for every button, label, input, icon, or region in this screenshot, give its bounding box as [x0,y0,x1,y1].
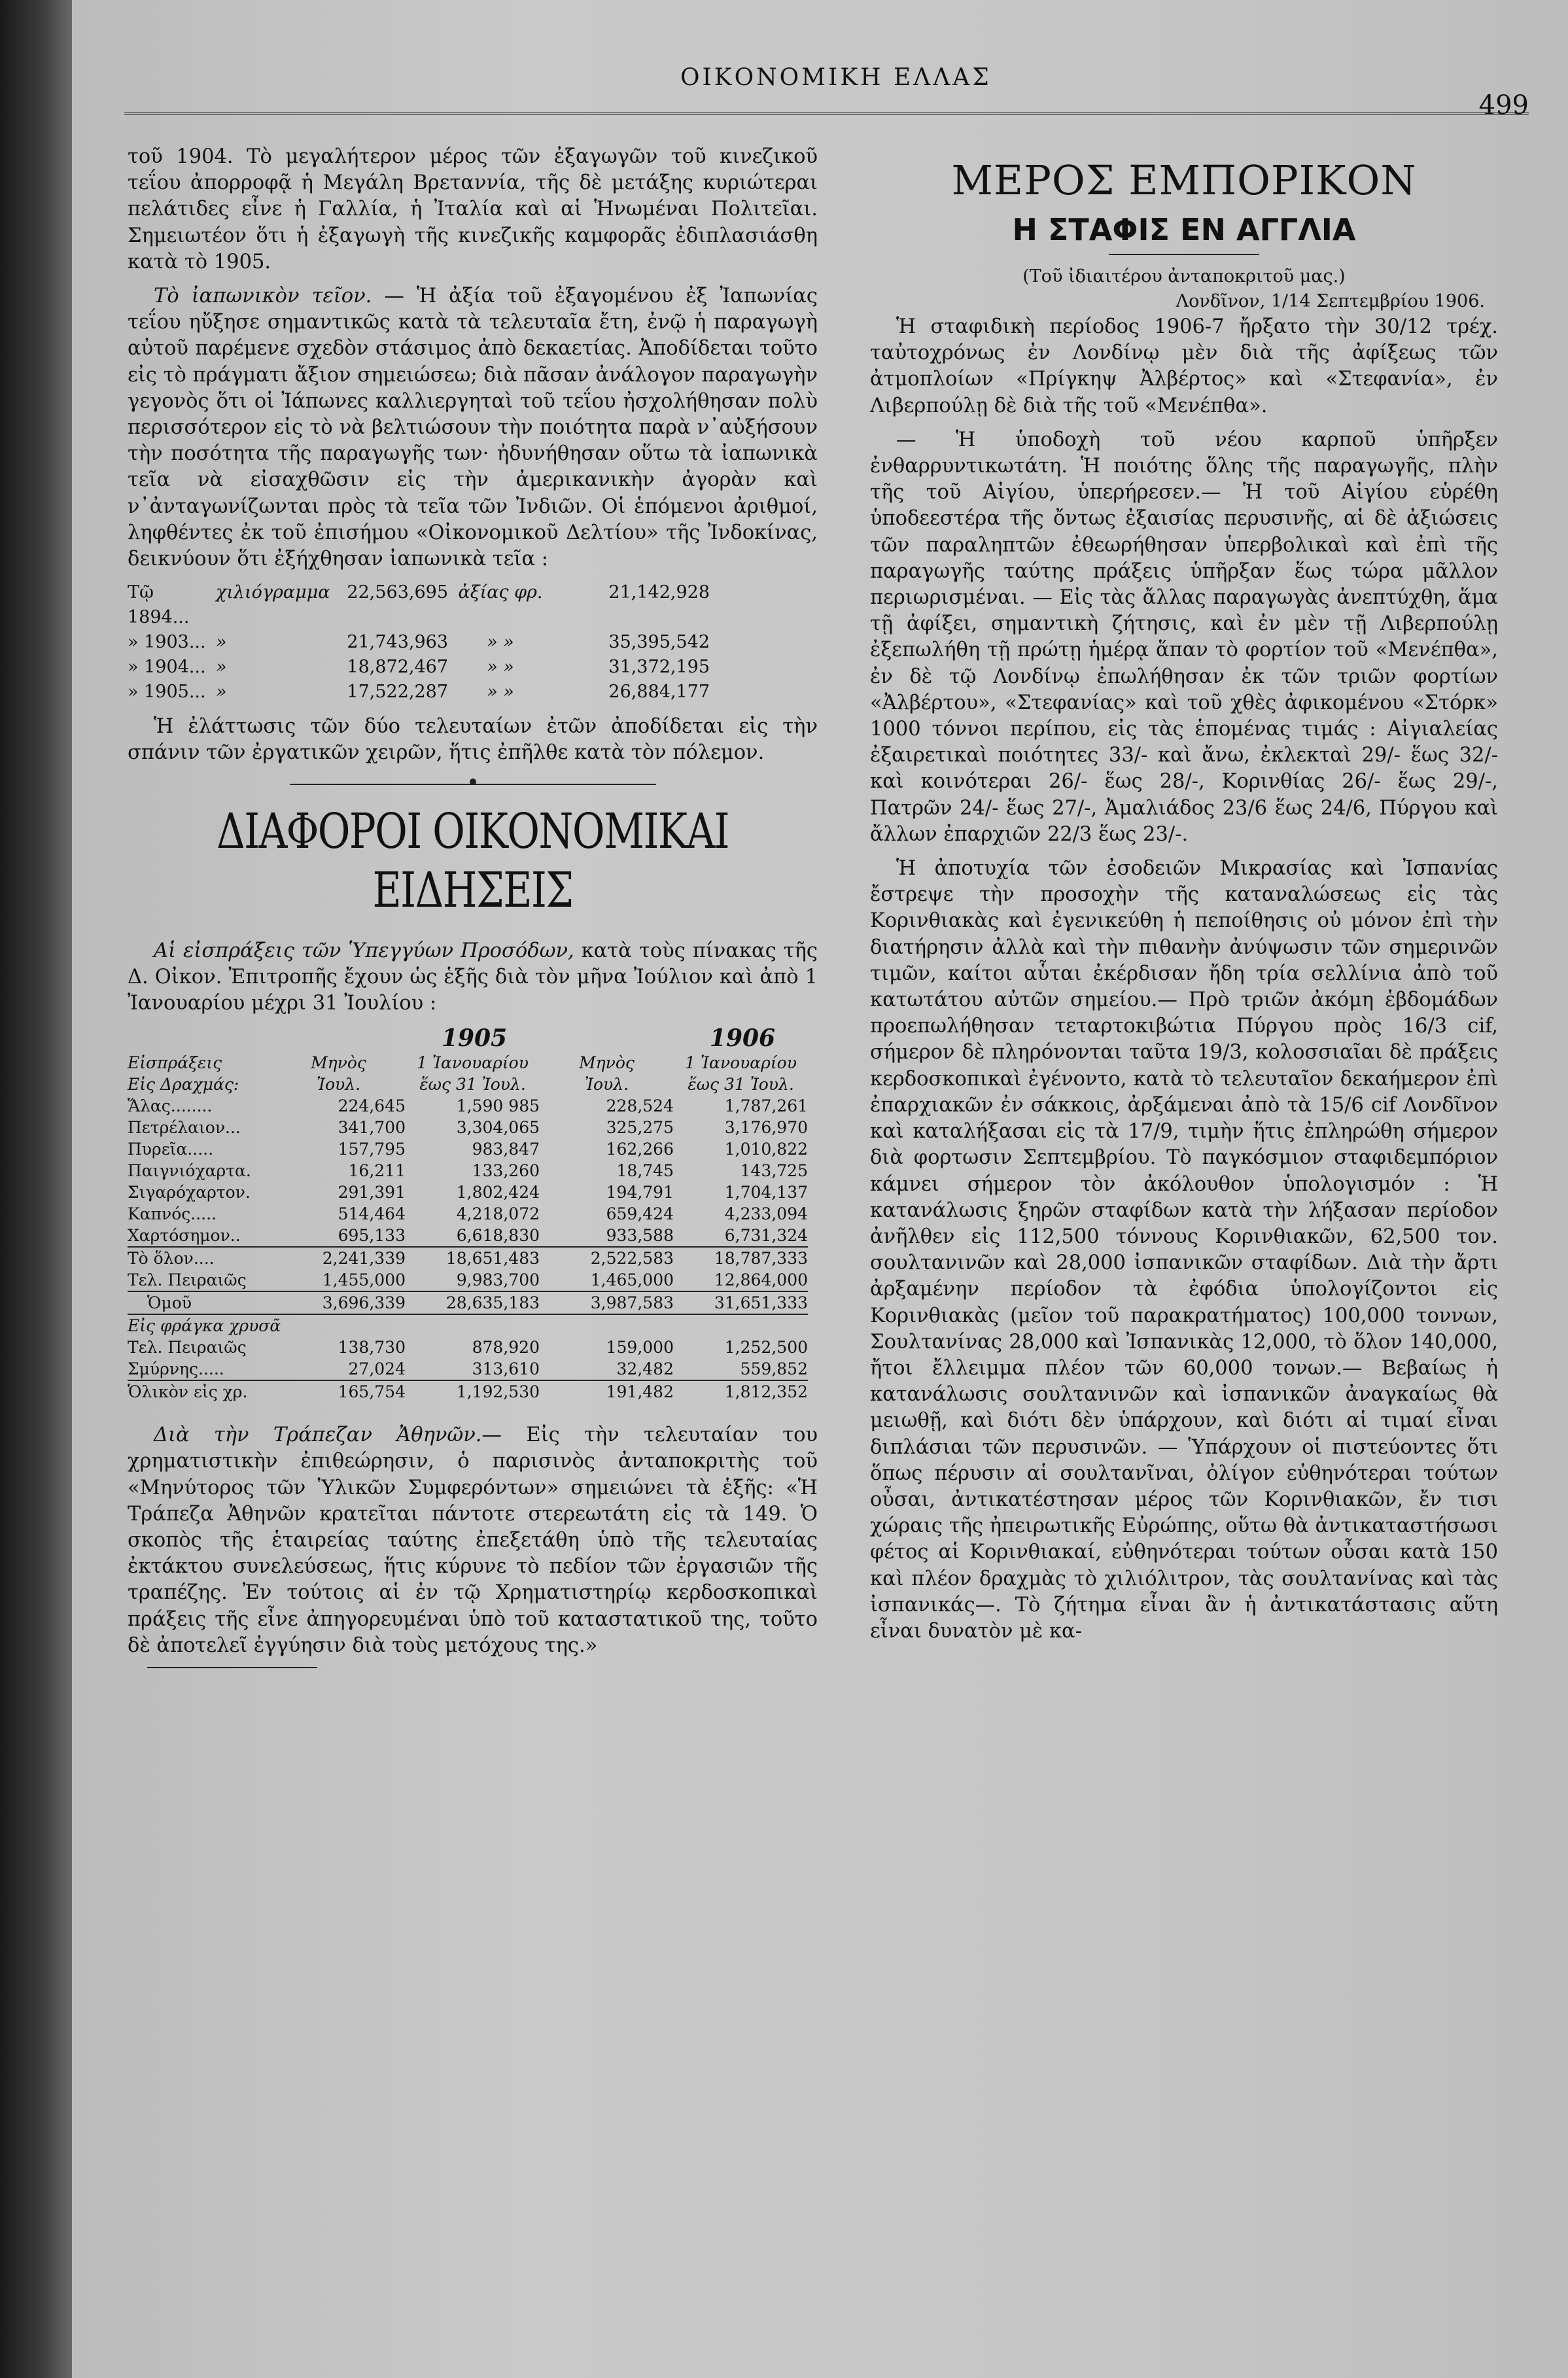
table-row: Παιγνιόχαρτα. 16,211 133,260 18,745 143,725 [128,1161,808,1181]
table-row: Χαρτόσημον.. 695,133 6,618,830 933,588 6,731,324 [128,1226,808,1246]
table-row: » 1905... » 17,522,287 » » 26,884,177 [128,682,710,703]
table-row: » 1904... » 18,872,467 » » 31,372,195 [128,657,710,678]
section-title-misc-news: ΔΙΑΦΟΡΟΙ ΟΙΚΟΝΟΜΙΚΑΙ ΕΙΔΗΣΕΙΣ [216,803,729,918]
right-column [870,144,1498,1652]
table-row-total: Ὁλικὸν εἰς χρ. 165,754 1,192,530 191,482 1,812,352 [128,1380,808,1403]
table-row: Ἅλας........ 224,645 1,590 985 228,524 1,787,261 [128,1096,808,1116]
paragraph-china-trade: τοῦ 1904. Τὸ μεγαλήτερον μέρος τῶν ἐξαγωγῶν τοῦ κινεζικοῦ τεΐου ἀπορροφᾷ ἡ Μεγάλη Βρεταννία, τῆς δὲ μετάξης κυριώτεραι πελάτιδες εἶνε ἡ Γαλλία, ἡ Ἰταλία καὶ αἱ Ἡνωμέναι Πολιτεῖαι. Σημειωτέον ὅτι ἡ ἐξαγωγὴ τῆς κινεζικῆς καμφορᾶς ἐδιπλασιάσθη κατὰ τὸ 1905. [128,145,818,273]
table-years-header: 1905 1906 [441,1024,776,1053]
table-subheading-gold: Εἰς φράγκα χρυσᾶ [128,1314,808,1337]
section-title-commercial: ΜΕΡΟΣ ΕΜΠΟΡΙΚΟΝ [951,156,1417,204]
book-binding [0,0,72,2378]
table-row: Τελ. Πειραιῶς 1,455,000 9,983,700 1,465,000 12,864,000 [128,1270,808,1290]
table-row: Τελ. Πειραιῶς 138,730 878,920 159,000 1,252,500 [128,1338,808,1357]
table-row: Καπνός..... 514,464 4,218,072 659,424 4,233,094 [128,1204,808,1224]
revenue-table [128,1024,808,1403]
paragraph-japanese-tea: Τὸ ἰαπωνικὸν τεῖον. — Ἡ ἀξία τοῦ ἐξαγομένου ἐξ Ἰαπωνίας τεΐου ηὔξησε σημαντικῶς κατὰ τὰ τελευταῖα ἔτη, ἐνῷ ἡ παραγωγὴ αὐτοῦ παρέμενε σχεδὸν στάσιμος ἀπὸ δεκαετίας. Ἀποδίδεται τοῦτο εἰς τὸ πράγματι ἄξιον σημειώσεω; διὰ πᾶσαν ἀνάλογον παραγωγὴν γεγονὸς ὅτι οἱ Ἰάπωνες καλλιεργηταὶ τοῦ τεΐου ἠσχολήθησαν πολὺ περισσότερον εἰς τὸ νὰ βελτιώσουν τὴν ποιότητα παρὰ ν᾿αὐξήσουν τὴν ποσότητα τῆς παραγωγῆς των· ἠδυνήθησαν οὕτω τὰ ἰαπωνικὰ τεῖα νὰ εἰσαχθῶσιν εἰς τὴν ἀμερικανικὴν ἀγορὰν καὶ ν᾿ἀνταγωνίζωνται πρὸς τὰ τεῖα τῶν Ἰνδιῶν. Οἱ ἑπόμενοι ἀριθμοί, ληφθέντες ἐκ τοῦ ἐπισήμου «Οἰκονομικοῦ Δελτίου» τῆς Ἰνδοκίνας, δεικνύουν ὅτι ἐξήχθησαν ἰαπωνικὰ τεῖα : [128,285,818,571]
table-row: Τῷ 1894... χιλιόγραμμα 22,563,695 ἀξίας φρ. 21,142,928 [128,582,710,628]
running-title: ΟΙΚΟΝΟΜΙΚΗ ΕΛΛΑΣ [680,64,992,91]
paragraph-lead: Αἱ εἰσπράξεις τῶν Ὑπεγγύων Προσόδων, [154,939,574,962]
table-row-total: Τὸ ὅλον.... 2,241,339 18,651,483 2,522,583 18,787,333 [128,1246,808,1269]
page-number: 499 [1478,90,1529,120]
end-rule [147,1667,317,1668]
paragraph-season-start: Ἡ σταφιδικὴ περίοδος 1906-7 ἤρξατο τὴν 30/12 τρέχ. ταὐτοχρόνως ἐν Λονδίνῳ μὲν διὰ τῆς ἀφίξεως τῶν ἀτμοπλοίων «Πρίγκηψ Ἀλβέρτος» καὶ «Στεφανία», ἐν Λιβερπούλῃ δὲ διὰ τῆς τοῦ «Μενέπθα». [870,315,1498,417]
title-rule [1109,254,1259,255]
paragraph-bank-athens: Διὰ τὴν Τράπεζαν Ἀθηνῶν.— Εἰς τὴν τελευταίαν του χρηματιστικὴν ἐπιθεώρησιν, ὁ παρισινὸς ἀνταποκριτὴς τοῦ «Μηνύτορος τῶν Ὑλικῶν Συμφερόντων» σημειώνει τὰ ἑξῆς: «Ἡ Τράπεζα Ἀθηνῶν κρατεῖται πάντοτε στερεωτάτη εἰς τὰ 149. Ὁ σκοπὸς τῆς ἑταιρείας ταύτης ἐπεξετάθη ὑπὸ τῆς τελευταίας ἐκτάκτου συνελεύσεως, ἥτις κύρυνε τὸ πεδίον τῶν ἐργασιῶν τῆς τραπέζης. Ἐν τούτοις αἱ ἐν τῷ Χρηματιστηρίῳ κερδοσκοπικαὶ πράξεις τῆς εἶνε ἀπηγορευμέναι ὑπὸ τοῦ καταστατικοῦ της, τοῦτο δὲ ἀποτελεῖ ἐγγύησιν διὰ τοὺς μετόχους της.» [128,1424,818,1657]
table-row-grand-total: Ὁμοῦ 3,696,339 28,635,183 3,987,583 31,651,333 [128,1291,808,1314]
left-column [128,144,818,1668]
table-header-row: Εἰς Δραχμάς: Ἰουλ. ἕως 31 Ἰουλ. Ἰουλ. ἕως 31 Ἰουλ. [128,1075,794,1094]
paragraph-reception: — Ἡ ὑποδοχὴ τοῦ νέου καρποῦ ὑπῆρξεν ἐνθαρρυντικωτάτη. Ἡ ποιότης ὅλης τῆς παραγωγῆς, πλὴν τῆς τοῦ Αἰγίου, ὑπερήρεσεν.— Ἡ τοῦ Αἰγίου εὑρέθη ὑποδεεστέρα τῆς ὄντως ἐξαισίας περυσινῆς, αἱ δὲ ἀξιώσεις τῶν παραληπτῶν ἐθεωρήθησαν ὑπερβολικαὶ καὶ ἐπὶ τῆς παραγωγῆς ταύτης πράξεις ὑπῆρξαν ἕως τώρα μᾶλλον περιωρισμέναι. — Εἰς τὰς ἄλλας παραγωγὰς ἀνεπτύχθη, ἅμα τῇ ἀφίξει, σημαντικὴ ζήτησις, καὶ ἐν μὲν τῇ Λιβερπούλῃ ἐξεπωλήθη τῇ πρώτῃ ἡμέρᾳ ἅπαν τὸ φορτίον τοῦ «Μενέπθα», ἐν δὲ τῷ Λονδίνῳ ἐπωλήθησαν ἐκ τῶν τριῶν φορτίων «Ἀλβέρτου», «Στεφανίας» καὶ τοῦ χθὲς ἀφικομένου «Στόρκ» 1000 τόννοι περίπου, εἰς τὰς ἑπομένας τιμάς : Αἰγιαλείας ἐξαιρετικαὶ ποιότητες 33/- καὶ ἄνω, ἐκλεκταὶ 29/- ἕως 32/- καὶ κοινότεραι 26/- ἕως 28/-, Κορινθίας 26/- ἕως 29/-, Πατρῶν 24/- ἕως 27/-, Ἀμαλιάδος 23/6 ἕως 24/6, Πύργου καὶ ἄλλων ἐπαρχιῶν 22/3 ἕως 23/-. [870,428,1498,846]
table-row: Σμύρνης..... 27,024 313,610 32,482 559,852 [128,1359,808,1379]
table-row: Πυρεῖα..... 157,795 983,847 162,266 1,010,822 [128,1140,808,1159]
paragraph-lead: Διὰ τὴν Τράπεζαν Ἀθηνῶν. [154,1424,482,1447]
table-row: Πετρέλαιον... 341,700 3,304,065 325,275 3,176,970 [128,1118,808,1138]
dateline: Λονδῖνον, 1/14 Σεπτεμβρίου 1906. [1176,291,1485,311]
paragraph-market-outlook: Ἡ ἀποτυχία τῶν ἐσοδειῶν Μικρασίας καὶ Ἰσπανίας ἔστρεψε τὴν προσοχὴν τῆς καταναλώσεως εἰς τὰς Κορινθιακὰς καὶ ἐγενικεύθη ἡ πεποίθησις οὐ μόνον ἐπὶ τὴν διατήρησιν ἀλλὰ καὶ τὴν πιθανὴν ἀνύψωσιν τῶν σημερινῶν τιμῶν, καίτοι αὗται ἐκέρδισαν ἤδη τρία σελλίνια ἀπὸ τοῦ κατωτάτου αὐτῶν σημείου.— Πρὸ τριῶν ἀκόμη ἑβδομάδων προεπωλήθησαν τεταρτοκιβώτια Πύργου πρὸς 16/3 cif, σήμερον δὲ πληρόνονται ταῦτα 19/3, κολοσσιαῖαι δὲ πράξεις κερδοσκοπικαὶ ἐγένοντο, κατὰ τὸ τελευταῖον δεκαήμερον ἐπὶ ἐπαρχιακῶν ἐν σάκκοις, ἀρξάμεναι ἀπὸ τὰ 15/6 cif Λονδῖνον καὶ καταλήξασαι εἰς τὰ 17/9, τιμὴν ἥτις ἐπληρώθη σήμερον διὰ φορτωσιν Σεπτεμβρίου. Τὸ παγκόσμιον σταφιδεμπόριον κάμνει σήμερον τὸν ἀκόλουθον ὑπολογισμόν : Ἡ κατανάλωσις ξηρῶν σταφίδων κατὰ τὴν λήξασαν περίοδον ἀνῆλθεν εἰς 112,500 τόννους Κορινθιακῶν, 62,500 τον. σουλτανινῶν καὶ 28,000 ἰσπανικῶν σταφίδων. Διὰ τὴν ἄρτι ἀρξαμένην περίοδον τὰ ἐφόδια ὑπολογίζοντοι εἰς Κορινθιακὰς (μεῖον τοῦ παρακρατήματος) 100,000 τοννων, Σουλτανίνας 28,000 καὶ Ἰσπανικὰς 12,000, τὸ ὅλον 140,000, ἤτοι ἔλλειμμα πλέον τῶν 60,000 τονων.— Βεβαίως ἡ κατανάλωσις σουλτανινῶν καὶ ἰσπανικῶν ἀναγκαίως θὰ μειωθῇ, καὶ διότι δὲν ὑπάρχουν, καὶ διότι αἱ τιμαί εἶναι διπλάσιαι τῶν περυσινῶν. — Ὑπάρχουν οἱ πιστεύοντες ὅτι ὅπως πέρυσιν αἱ σουλτανῖναι, ὀλίγον εὐθηνότεραι τούτων οὖσαι, ἀντικατέστησαν μέρος τῶν Κορινθιακῶν, ἔν τισι χώραις τῆς ἠπειρωτικῆς Εὐρώπης, οὕτω θὰ ἀντικαταστήσωσι φέτος αἱ Κορινθιακαί, εὐθηνότεραι τούτων οὖσαι κατὰ 150 καὶ πλέον δραχμὰς τὸ χιλιόλιτρον, τὰς σουλτανίνας καὶ τὰς ἰσπανικάς—. Τὸ ζήτημα εἶναι ἂν ἡ ἀντικατάστασις αὕτη εἶναι δυνατὸν μὲ κα- [870,857,1498,1643]
paragraph-lead: Τὸ ἰαπωνικὸν τεῖον. [154,285,372,308]
tea-export-table [128,580,818,705]
table-row: Σιγαρόχαρτον. 291,391 1,802,424 194,791 1,704,137 [128,1183,808,1202]
byline: (Τοῦ ἰδιαιτέρου ἀνταποκριτοῦ μας.) [1022,266,1346,287]
section-divider [290,784,656,785]
table-header-row: Εἰσπράξεις Μηνὸς 1 Ἰανουαρίου Μηνὸς 1 Ἰανουαρίου [128,1053,797,1073]
paragraph-revenues: Αἱ εἰσπράξεις τῶν Ὑπεγγύων Προσόδων, κατὰ τοὺς πίνακας τῆς Δ. Οἰκον. Ἐπιτροπῆς ἔχουν ὡς ἑξῆς διὰ τὸν μῆνα Ἰούλιον καὶ ἀπὸ 1 Ἰανουαρίου μέχρι 31 Ἰουλίου : [128,939,818,1015]
paragraph-decrease: Ἡ ἐλάττωσις τῶν δύο τελευταίων ἐτῶν ἀποδίδεται εἰς τὴν σπάνιν τῶν ἐργατικῶν χειρῶν, ἥτις ἐπῆλθε κατὰ τὸν πόλεμον. [128,715,818,765]
article-title: Η ΣΤΑΦΙΣ ΕΝ ΑΓΓΛΙΑ [1012,212,1356,247]
table-row: » 1903... » 21,743,963 » » 35,395,542 [128,632,710,653]
header-rule [124,113,1529,115]
